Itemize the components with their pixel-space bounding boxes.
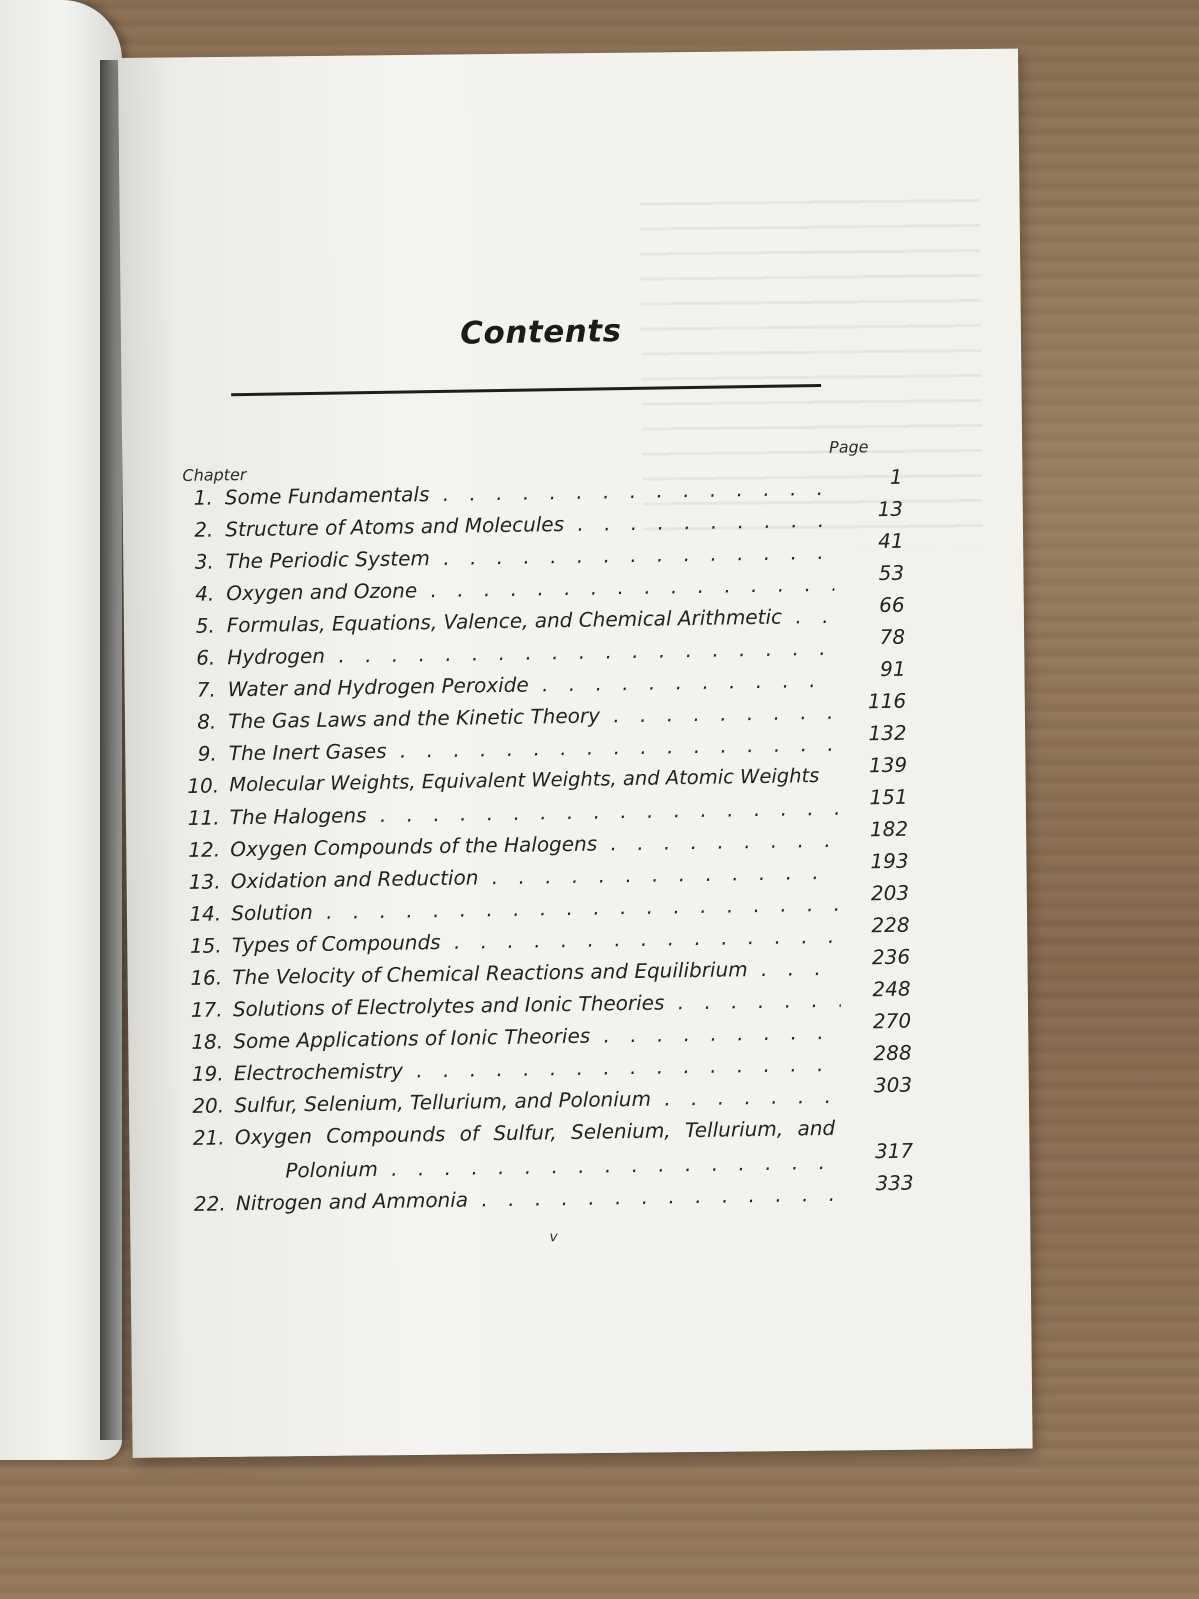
- page-title: Contents: [459, 313, 622, 352]
- chapter-number: 12.: [188, 837, 221, 862]
- chapter-title: Hydrogen . . .: [227, 632, 835, 674]
- chapter-title: Sulfur, Selenium, Tellurium, and Polonium . . .: [234, 1080, 842, 1122]
- chapter-title: Electrochemistry . . .: [234, 1048, 842, 1090]
- chapter-number: 7.: [196, 677, 216, 702]
- page-number: 78: [879, 624, 906, 650]
- page-number: 193: [870, 848, 909, 874]
- chapter-number: 14.: [189, 901, 222, 926]
- chapter-title: Some Fundamentals . . .: [225, 472, 833, 514]
- page-number: 203: [870, 880, 910, 906]
- chapter-title: The Velocity of Chemical Reactions and Equilibrium . . .: [232, 952, 840, 994]
- page-number: 288: [873, 1040, 912, 1066]
- page-number: 139: [868, 752, 908, 778]
- chapter-title: The Halogens . . .: [230, 792, 838, 834]
- page-number: 91: [879, 656, 906, 682]
- chapter-number: 15.: [189, 933, 222, 958]
- chapter-title: Oxygen Compounds of the Halogens . . .: [230, 824, 838, 866]
- chapter-title: Oxidation and Reduction . . .: [231, 856, 839, 898]
- chapter-title-continuation: Polonium . . .: [285, 1146, 843, 1187]
- chapter-title: Nitrogen and Ammonia . . .: [236, 1178, 844, 1220]
- chapter-column-header: Chapter: [182, 464, 247, 485]
- chapter-number: 9.: [197, 741, 218, 766]
- chapter-number: 17.: [190, 997, 223, 1022]
- chapter-title: Oxygen and Ozone . . .: [226, 568, 834, 610]
- chapter-title: The Gas Laws and the Kinetic Theory . . .: [228, 696, 836, 738]
- page-number: 228: [871, 912, 910, 938]
- page-number: 1: [889, 464, 903, 489]
- chapter-number: 20.: [192, 1093, 225, 1118]
- chapter-number: 5.: [195, 613, 215, 638]
- chapter-title: Oxygen Compounds of Sulfur, Selenium, Tellurium, and: [234, 1115, 836, 1150]
- chapter-number: 11.: [187, 805, 220, 830]
- page-number: 41: [877, 528, 904, 554]
- page-number: 132: [868, 720, 907, 746]
- chapter-number: 22.: [193, 1191, 226, 1216]
- chapter-number: 19.: [191, 1061, 224, 1086]
- page-number: 151: [869, 784, 908, 810]
- chapter-title: Water and Hydrogen Peroxide . . .: [228, 664, 836, 706]
- page-number: 317: [874, 1138, 914, 1164]
- chapter-number: 2.: [194, 517, 214, 542]
- page-column-header: Page: [828, 437, 869, 457]
- page-number: 270: [872, 1008, 912, 1034]
- page-number: 116: [867, 688, 907, 714]
- chapter-title: Solutions of Electrolytes and Ionic Theories . . .: [233, 984, 841, 1026]
- chapter-number: 10.: [187, 773, 220, 798]
- toc-entries: [183, 464, 915, 1220]
- chapter-number: 8.: [197, 709, 217, 734]
- chapter-number: 13.: [188, 869, 221, 894]
- chapter-title: The Periodic System . . .: [226, 536, 834, 578]
- chapter-title: Molecular Weights, Equivalent Weights, and Atomic Weights: [229, 764, 820, 797]
- page-number: 333: [875, 1170, 914, 1196]
- chapter-number: 3.: [194, 549, 214, 574]
- chapter-number: 6.: [196, 645, 216, 670]
- chapter-number: 21.: [192, 1125, 225, 1150]
- chapter-title: Solution . . .: [231, 888, 839, 930]
- chapter-title: Structure of Atoms and Molecules . . .: [225, 504, 833, 546]
- page-number: 53: [878, 560, 905, 586]
- chapter-number: 1.: [193, 485, 213, 510]
- chapter-number: 16.: [190, 965, 223, 990]
- page-number: 182: [869, 816, 909, 842]
- page-folio: v: [549, 1229, 558, 1246]
- chapter-title: Formulas, Equations, Valence, and Chemical Arithmetic . . .: [227, 600, 835, 642]
- page-number: 13: [877, 496, 904, 522]
- page-number: 236: [871, 944, 911, 970]
- chapter-number: 18.: [191, 1029, 224, 1054]
- page-number: 248: [872, 976, 911, 1002]
- page-number: 66: [878, 592, 905, 618]
- chapter-title: Types of Compounds . . .: [232, 920, 840, 962]
- chapter-number: 4.: [195, 581, 215, 606]
- chapter-title: Some Applications of Ionic Theories . . .: [233, 1016, 841, 1058]
- chapter-title: The Inert Gases . . .: [229, 728, 837, 770]
- page-number: 303: [873, 1072, 913, 1098]
